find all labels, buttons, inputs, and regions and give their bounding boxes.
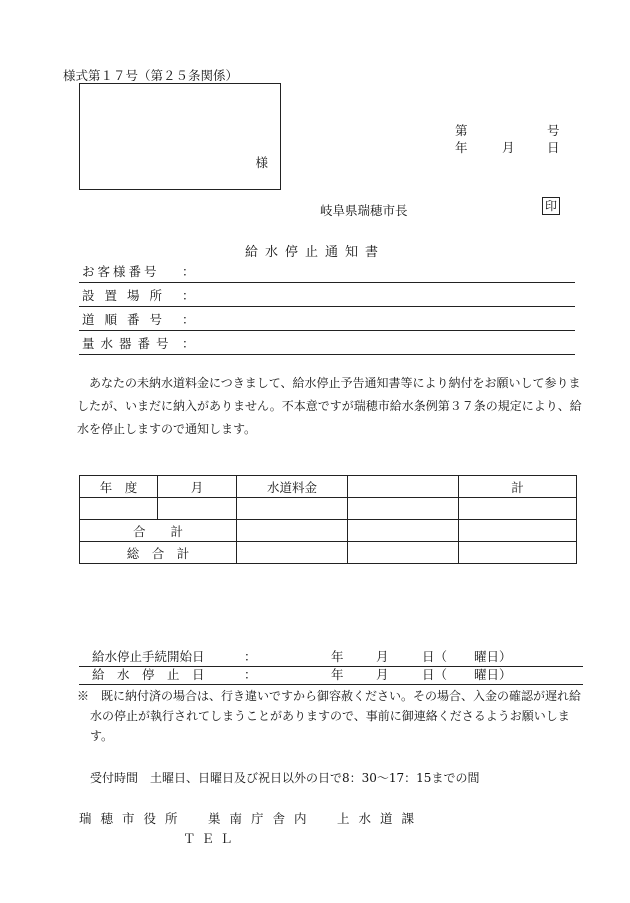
installation-place-field	[79, 288, 575, 307]
stop-line-colon: ：	[244, 667, 257, 682]
doc-number-row	[455, 122, 565, 139]
stop-date-line	[79, 666, 583, 685]
stop-line-day: 日（	[422, 667, 448, 682]
reception-hours: 受付時間 土曜日、日曜日及び祝日以外の日で8：30～17：15までの間	[90, 771, 480, 785]
addressee-suffix: 様	[255, 155, 268, 170]
header-blank	[348, 476, 459, 498]
stop-procedure-start-line	[79, 648, 583, 667]
date-year: 年	[455, 140, 468, 155]
stop-line-month: 月	[376, 649, 389, 664]
stop-line-year: 年	[331, 667, 344, 682]
stop-line-label: 給 水 停 止 日	[92, 667, 205, 682]
date-month: 月	[502, 140, 515, 155]
stop-line-weekday: 曜日）	[474, 649, 512, 664]
subtotal-label: 合 計	[80, 520, 237, 542]
field-label: 設置場所	[82, 288, 173, 303]
subtotal-row	[80, 520, 577, 542]
seal-mark: 印	[542, 197, 560, 215]
stop-line-weekday: 曜日）	[474, 667, 512, 682]
tel-label: ＴＥＬ	[183, 831, 239, 846]
customer-number-field	[79, 264, 575, 283]
table-header-row	[80, 476, 577, 498]
payment-note	[77, 686, 592, 746]
date-row	[455, 139, 565, 156]
addressee-box	[79, 83, 281, 190]
issuer: 岐阜県瑞穂市長	[320, 203, 408, 218]
field-colon: ：	[182, 264, 195, 279]
doc-number-prefix: 第	[455, 123, 468, 138]
stop-line-month: 月	[376, 667, 389, 682]
header-water-fee: 水道料金	[237, 476, 348, 498]
meter-number-field	[79, 336, 575, 355]
route-number-field	[79, 312, 575, 331]
stop-line-label: 給水停止手続開始日	[92, 649, 205, 664]
table-row	[80, 498, 577, 520]
header-sum: 計	[459, 476, 577, 498]
header-fiscal-year: 年 度	[80, 476, 158, 498]
doc-number-suffix: 号	[547, 123, 560, 138]
notice-paragraph: あなたの未納水道料金につきまして、給水停止予告通知書等により納付をお願いして参りましたが、いまだに納入がありません。不本意ですが瑞穂市給水条例第３７条の規定により、給水を停止しますので通知します。	[77, 376, 582, 436]
stop-line-colon: ：	[244, 649, 257, 664]
date-day: 日	[547, 140, 560, 155]
grand-total-row	[80, 542, 577, 564]
notice-body	[77, 372, 587, 441]
field-colon: ：	[182, 336, 195, 351]
field-label: 量水器番号	[82, 336, 175, 351]
document-title: 給水停止通知書	[244, 245, 385, 260]
stop-line-day: 日（	[422, 649, 448, 664]
field-colon: ：	[182, 312, 195, 327]
fee-table	[79, 475, 577, 564]
stop-line-year: 年	[331, 649, 344, 664]
grand-total-label: 総 合 計	[80, 542, 237, 564]
field-colon: ：	[182, 288, 195, 303]
header-month: 月	[158, 476, 237, 498]
office-name: 瑞穂市役所 巣南庁舎内 上水道課	[79, 811, 424, 826]
form-number: 様式第１７号（第２５条関係）	[63, 68, 239, 83]
doc-number-date-block	[455, 122, 565, 156]
field-label: お客様番号	[82, 264, 160, 279]
field-label: 道順番号	[82, 312, 173, 327]
note-text: ※ 既に納付済の場合は、行き違いですから御容赦ください。その場合、入金の確認が遅れ給水の停止が執行されてしまうことがありますので、事前に御連絡くださるようお願いします。	[77, 689, 582, 743]
